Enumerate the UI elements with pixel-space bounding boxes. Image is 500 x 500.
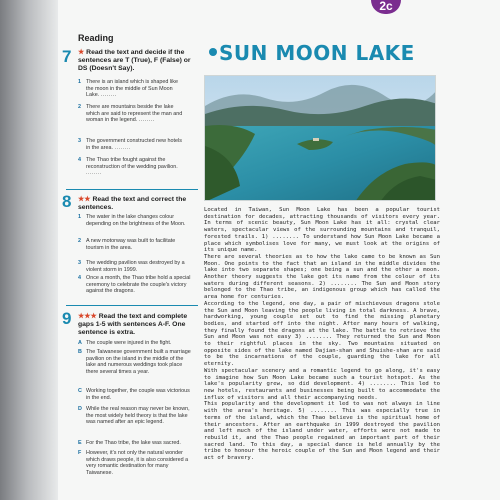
exercise-9-item: D While the real reason may never be known, the most widely held theory is that the lake was named after an epic legend. bbox=[78, 406, 190, 426]
exercise-9-item: C Working together, the couple was victorious in the end. bbox=[78, 388, 190, 401]
exercise-9-number: 9 bbox=[62, 309, 72, 328]
lake-landscape-image bbox=[205, 76, 436, 201]
exercise-7-item: 2 There are mountains beside the lake which are said to represent the man and woman in the legend. ........ bbox=[78, 104, 183, 124]
exercise-9-item: A The couple were injured in the fight. bbox=[78, 340, 172, 346]
article-paragraph: There are several theories as to how the lake came to be known as Sun Moon. One points to the fact that an island in the middle divides the lake into two separate shapes; one being a sun and the other a moon. Another theory suggests the lake got its name from the colour of its waters during different seasons. 2) ........ The Sun and Moon story belonged to the Thao tribe, an indigenous group which has called the area home for centuries. bbox=[204, 253, 440, 301]
exercise-7-heading: ★ Read the text and decide if the sentences are T (True), F (False) or DS (Doesn't Say). bbox=[78, 49, 191, 72]
section-title: Reading bbox=[78, 33, 114, 43]
exercise-8-item: 1 The water in the lake changes colour depending on the brightness of the Moon. bbox=[78, 214, 186, 227]
exercise-7-item: 3 The government constructed new hotels in the area. ........ bbox=[78, 138, 182, 151]
article-paragraph: This popularity and the development it led to was not always in line with the area's heritage. 5) ........ This was especially true in terms of the island, which the Thao believe is the spiritual home of their ancestors. After an earthquake in 1999 destroyed the pavilion and left much of the island under water, efforts were not made to rebuild it, and the Thao people regained an important part of their sacred land. To this day, a special dance is held annually by the tribe to honour the heroic couple of the Sun and Moon legend and their act of bravery. bbox=[204, 401, 440, 462]
exercise-8-item: 4 Once a month, the Thao tribe hold a special ceremony to celebrate the couple's victory against the dragons. bbox=[78, 275, 191, 295]
exercise-8-item: 3 The wedding pavilion was destroyed by a violent storm in 1999. bbox=[78, 260, 185, 273]
article-paragraph: According to the legend, one day, a pair of mischievous dragons stole the Sun and Moon leaving the people living in total darkness. A brave, hardworking, young couple set out to find the missing planetary bodies, and started off into the night. After many hours of walking, they finally found the dragons at the lake. The battle to retrieve the Sun and Moon was not easy 3) ........ They returned the Sun and Moon to their rightful places in the sky. Two mountains situated on opposite sides of the lake named Dajian-shan and Shuishe-shan are said to be the incarnations of the couple, guarding the lake for all eternity. bbox=[204, 300, 440, 368]
article-paragraph: With spectacular scenery and a romantic legend to go along, it's easy to imagine how Sun Moon Lake became such a tourist hotspot. As the lake's popularity grew, so did development. 4) ........ This led to new hotels, restaurants and businesses being built to accommodate the influx of visitors and all their accompanying needs. bbox=[204, 367, 440, 401]
exercise-7-number: 7 bbox=[62, 47, 72, 66]
exercise-9-item: F However, it's not only the natural wonder which draws people, it is also considered a very romantic destination for many Taiwanese. bbox=[78, 450, 189, 476]
article-paragraph: Located in Taiwan, Sun Moon Lake has been a popular tourist destination for decades, attracting thousands of visitors every year. In terms of scenic beauty, Sun Moon Lake has it all: crystal clear waters, spectacular views of the surrounding mountains and tranquil, forested trails. 1) ........ To understand how Sun Moon Lake became a place which symbolises love for many, we must look at the origins of its unique name. bbox=[204, 207, 440, 254]
exercise-8-heading: ★★ Read the text and correct the sentences. bbox=[78, 196, 187, 211]
lake-photo bbox=[204, 75, 436, 201]
book-binding-shadow bbox=[0, 0, 62, 500]
title-dot-decoration bbox=[209, 48, 217, 56]
exercise-9-heading: ★★★ Read the text and complete gaps 1-5 with sentences A-F. One sentence is extra. bbox=[78, 313, 188, 336]
difficulty-stars: ★★ bbox=[78, 196, 91, 203]
article-title: SUN MOON LAKE bbox=[219, 41, 415, 65]
exercise-7-item: 1 There is an island which is shaped like the moon in the middle of Sun Moon Lake. ........ bbox=[78, 79, 178, 99]
difficulty-stars: ★★★ bbox=[78, 313, 97, 320]
divider bbox=[66, 305, 198, 306]
exercise-8-item: 2 A new motorway was built to facilitate tourism in the area. bbox=[78, 238, 176, 251]
unit-badge: 2c bbox=[371, 0, 401, 14]
exercise-9-item: E For the Thao tribe, the lake was sacred. bbox=[78, 440, 181, 446]
exercise-9-item: B The Taiwanese government built a marriage pavilion on the island in the middle of the lake and numerous weddings took place there several times a year. bbox=[78, 349, 191, 375]
article-body bbox=[204, 207, 440, 462]
divider bbox=[66, 189, 198, 190]
exercise-7-item: 4 The Thao tribe fought against the reconstruction of the wedding pavilion. ........ bbox=[78, 157, 178, 177]
exercise-8-number: 8 bbox=[62, 192, 72, 211]
difficulty-stars: ★ bbox=[78, 49, 85, 56]
